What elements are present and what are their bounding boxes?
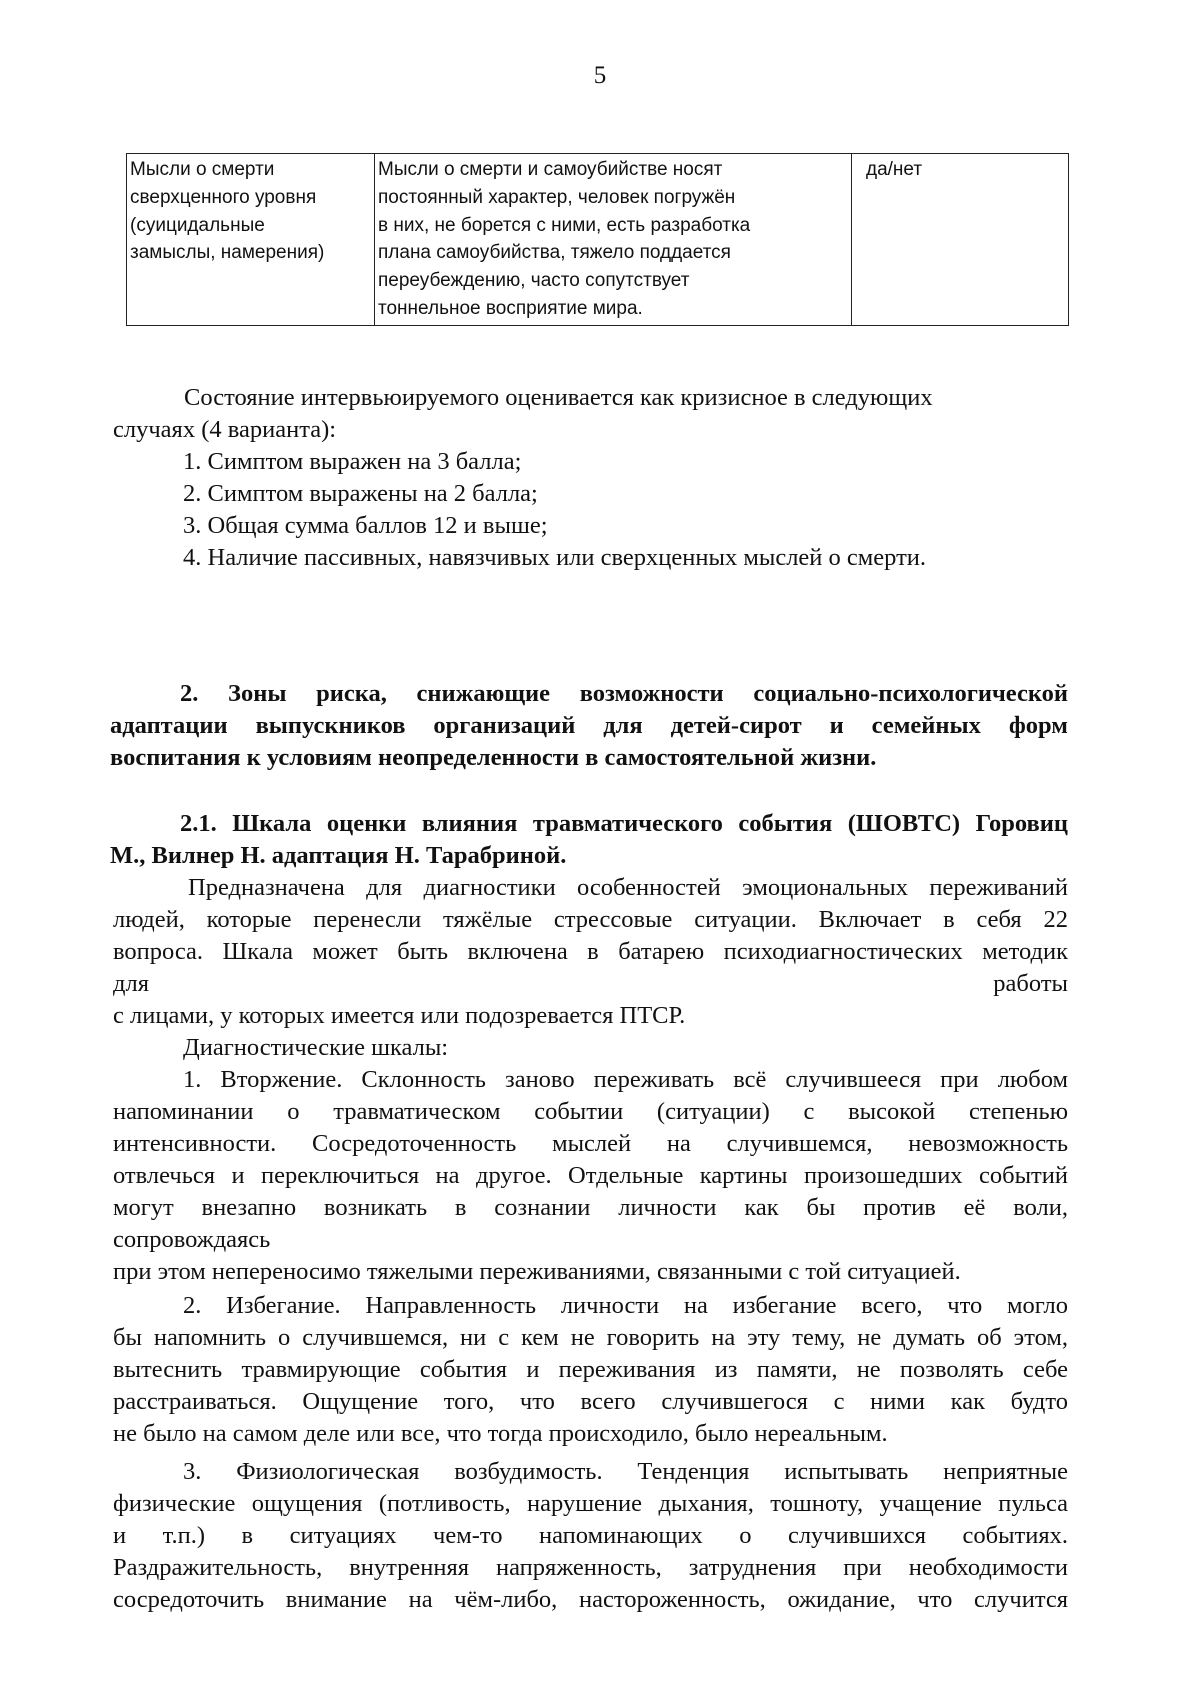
scale-line: сопровождаясь bbox=[113, 1226, 271, 1253]
scale-line: сосредоточить внимание на чём-либо, настороженность, ожидание, что случится bbox=[113, 1586, 1068, 1613]
scale-intrusion bbox=[113, 1064, 1068, 1288]
cell-line: постоянный характер, человек погружён bbox=[378, 186, 736, 208]
cell-line: переубеждению, часто сопутствует bbox=[378, 270, 690, 292]
crisis-intro-line: случаях (4 варианта): bbox=[113, 416, 337, 443]
scale-line: могут внезапно возникать в сознании личности как бы против её воли, bbox=[113, 1194, 1068, 1221]
crisis-intro-line: Состояние интервьюируемого оценивается как кризисное в следующих bbox=[184, 384, 933, 411]
scale-line: напоминании о травматическом событии (ситуации) с высокой степенью bbox=[113, 1098, 1068, 1125]
scale-line: при этом непереносимо тяжелыми переживаниями, связанными с той ситуацией. bbox=[113, 1258, 961, 1285]
heading-line: адаптации выпускников организаций для детей-сирот и семейных форм bbox=[110, 712, 1068, 739]
scale-line: 3. Физиологическая возбудимость. Тенденция испытывать неприятные bbox=[183, 1458, 1068, 1485]
heading-line: 2.1. Шкала оценки влияния травматического события (ШОВТС) Горовиц bbox=[180, 810, 1068, 837]
symptom-table bbox=[126, 153, 1069, 326]
section-2-1-description bbox=[113, 872, 1068, 1064]
scale-line: 2. Избегание. Направленность личности на избегание всего, что могло bbox=[183, 1292, 1068, 1319]
cell-line: Мысли о смерти bbox=[130, 159, 275, 180]
description-line: с лицами, у которых имеется или подозревается ПТСР. bbox=[113, 1002, 686, 1029]
list-item: 2. Симптом выражены на 2 балла; bbox=[183, 480, 538, 507]
scale-line: вытеснить травмирующие события и переживания из памяти, не позволять себе bbox=[113, 1356, 1068, 1383]
cell-line: в них, не борется с ними, есть разработка bbox=[378, 214, 751, 236]
scale-line: бы напомнить о случившемся, ни с кем не говорить на эту тему, не думать об этом, bbox=[113, 1324, 1068, 1351]
description-line: вопроса. Шкала может быть включена в батарею психодиагностических методик bbox=[113, 938, 1068, 965]
list-item: 1. Симптом выражен на 3 балла; bbox=[183, 448, 522, 475]
scale-line: 1. Вторжение. Склонность заново переживать всё случившееся при любом bbox=[183, 1066, 1068, 1093]
description-line: Предназначена для диагностики особенностей эмоциональных переживаний bbox=[188, 874, 1068, 901]
scales-title: Диагностические шкалы: bbox=[183, 1034, 449, 1061]
scale-arousal bbox=[113, 1456, 1068, 1616]
cell-line: замыслы, намерения) bbox=[130, 242, 325, 264]
table-cell-answer bbox=[852, 154, 1069, 326]
description-line: людей, которые перенесли тяжёлые стрессовые ситуации. Включает в себя 22 bbox=[113, 906, 1068, 933]
scale-line: не было на самом деле или все, что тогда происходило, было нереальным. bbox=[113, 1420, 888, 1447]
section-2-heading bbox=[110, 678, 1068, 774]
scale-line: физические ощущения (потливость, нарушение дыхания, тошноту, учащение пульса bbox=[113, 1490, 1068, 1517]
crisis-criteria bbox=[113, 382, 1068, 574]
cell-line: тоннельное восприятие мира. bbox=[378, 297, 643, 319]
table-row bbox=[127, 154, 1069, 326]
cell-line: (суицидальные bbox=[130, 214, 265, 236]
scale-line: отвлечься и переключиться на другое. Отдельные картины произошедших событий bbox=[113, 1162, 1068, 1189]
scale-line: расстраиваться. Ощущение того, что всего случившегося с ними как будто bbox=[113, 1388, 1068, 1415]
cell-line: плана самоубийства, тяжело поддается bbox=[378, 242, 731, 264]
scale-line: и т.п.) в ситуациях чем-то напоминающих о случившихся событиях. bbox=[113, 1522, 1068, 1549]
description-line: для работы bbox=[113, 970, 1068, 997]
scale-line: интенсивности. Сосредоточенность мыслей на случившемся, невозможность bbox=[113, 1130, 1068, 1157]
cell-line: сверхценного уровня bbox=[130, 186, 317, 208]
cell-line: да/нет bbox=[866, 159, 923, 180]
table-cell-description bbox=[375, 154, 852, 326]
cell-line: Мысли о смерти и самоубийстве носят bbox=[378, 159, 723, 180]
section-2-1-heading bbox=[110, 808, 1068, 872]
list-item: 3. Общая сумма баллов 12 и выше; bbox=[183, 512, 548, 539]
heading-line: 2. Зоны риска, снижающие возможности социально-психологической bbox=[180, 680, 1068, 707]
heading-line: М., Вилнер Н. адаптация Н. Тарабриной. bbox=[110, 842, 567, 869]
page-number: 5 bbox=[593, 62, 607, 89]
table-cell-symptom bbox=[127, 154, 375, 326]
list-item: 4. Наличие пассивных, навязчивых или сверхценных мыслей о смерти. bbox=[183, 544, 927, 571]
scale-avoidance bbox=[113, 1290, 1068, 1450]
scale-line: Раздражительность, внутренняя напряженность, затруднения при необходимости bbox=[113, 1554, 1068, 1581]
heading-line: воспитания к условиям неопределенности в самостоятельной жизни. bbox=[110, 744, 877, 771]
